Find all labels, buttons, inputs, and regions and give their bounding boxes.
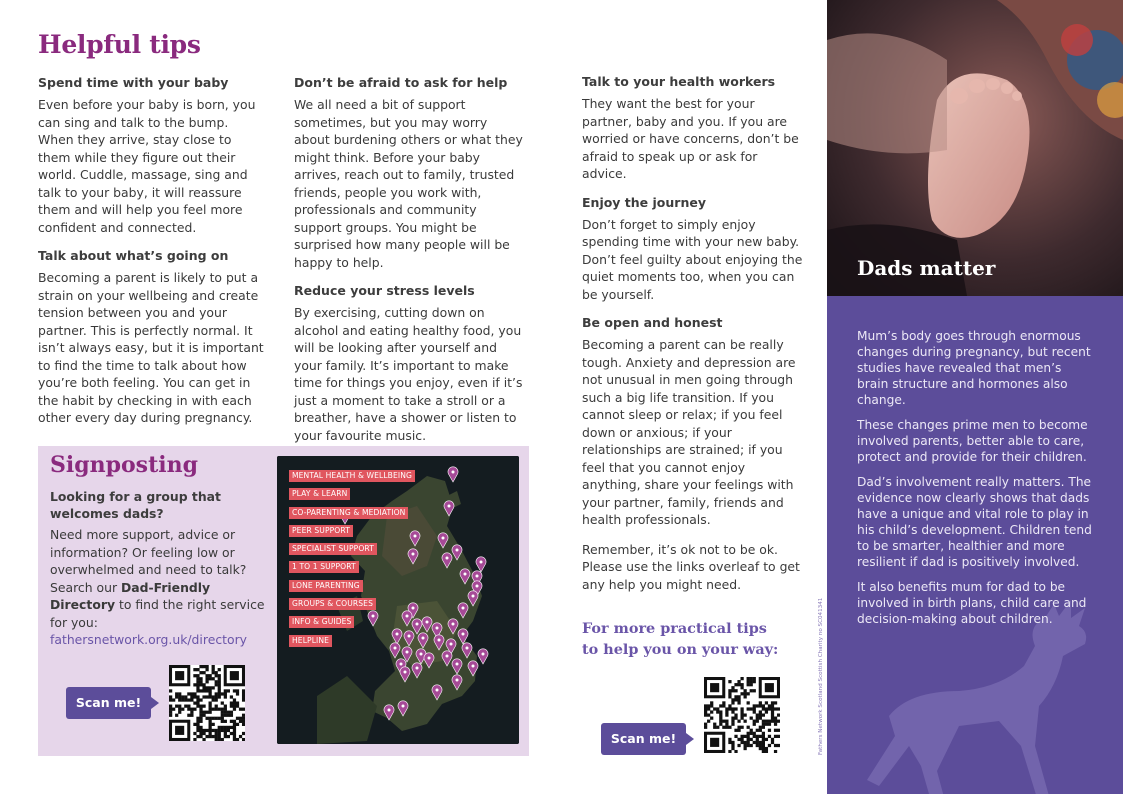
qr-code-icon[interactable]	[704, 677, 780, 753]
speech-tail	[686, 733, 694, 745]
map-pin-dot	[420, 653, 423, 656]
map-pin-dot	[402, 705, 405, 708]
map-tag-lone-parenting[interactable]: LONE PARENTING	[289, 580, 363, 592]
dads-matter-paragraph: It also benefits mum for dad to be involved in birth plans, child care and decision-making about children.	[857, 580, 1087, 626]
map-pin-icon	[468, 591, 478, 606]
map-pin-dot	[472, 665, 475, 668]
page-title: Helpful tips	[38, 30, 201, 59]
speech-tail	[151, 697, 159, 709]
map-pin-dot	[400, 663, 403, 666]
tip-body: Becoming a parent can be really tough. Anxiety and depression are not unusual in men going through such a big life transition. If you cannot sleep or relax; if you feel down or anxious; if your relationships are strained; if you feel that you cannot enjoy anything, share your feelings with your partner, family, friends and health professionals.	[582, 337, 796, 527]
map-tag-mental-health[interactable]: MENTAL HEALTH & WELLBEING	[289, 470, 415, 482]
map-pin-dot	[446, 557, 449, 560]
directory-link[interactable]: fathersnetwork.org.uk/directory	[50, 632, 247, 647]
tip-heading: Be open and honest	[582, 315, 723, 330]
map-pin-icon	[452, 675, 462, 690]
signposting-body	[50, 526, 265, 649]
tip-body-continued: Remember, it’s ok not to be ok. Please use the links overleaf to get any help you might need.	[582, 541, 800, 592]
map-pin-dot	[404, 671, 407, 674]
more-tips-line-1: For more practical tips	[582, 620, 767, 637]
map-tag-co-parenting[interactable]: CO-PARENTING & MEDIATION	[289, 507, 408, 519]
more-tips-heading	[582, 618, 792, 660]
scan-me-label: Scan me!	[610, 731, 677, 746]
tip-body: Even before your baby is born, you can sing and talk to the bump. When they arrive, stay close to them while they figure out their world. Cuddle, massage, sing and talk to your baby, it will reassure them and will help you feel more confident and connected.	[38, 97, 256, 235]
map-pin-icon	[434, 635, 444, 650]
map-pin-icon	[444, 501, 454, 516]
map-pin-dot	[466, 647, 469, 650]
map-pin-dot	[452, 471, 455, 474]
signposting-body-end: to find the right service for you:	[50, 597, 265, 630]
dads-matter-title: Dads matter	[857, 256, 996, 280]
map-filter-tags	[289, 470, 415, 653]
tip-body: They want the best for your partner, baby and you. If you are worried or have concerns, don’t be afraid to speak up or ask for advice.	[582, 96, 799, 181]
signposting-question: Looking for a group that welcomes dads?	[50, 489, 221, 521]
map-pin-icon	[384, 705, 394, 720]
baby-foot-photo-image	[827, 0, 1123, 296]
tips-column-1	[38, 75, 266, 439]
map-tag-specialist-support[interactable]: SPECIALIST SUPPORT	[289, 543, 377, 555]
tips-column-3	[582, 74, 804, 605]
map-pin-icon	[448, 619, 458, 634]
tip-heading: Don’t be afraid to ask for help	[294, 75, 508, 90]
tip-heading: Reduce your stress levels	[294, 283, 475, 298]
map-tag-peer-support[interactable]: PEER SUPPORT	[289, 525, 353, 537]
map-pin-dot	[442, 537, 445, 540]
directory-name: Dad-Friendly Directory	[50, 579, 211, 612]
map-pin-icon	[442, 553, 452, 568]
qr-code-icon[interactable]	[169, 665, 245, 741]
scan-me-button[interactable]	[66, 687, 151, 719]
map-pin-icon	[422, 617, 432, 632]
map-pin-icon	[448, 467, 458, 482]
baby-foot-photo	[827, 0, 1123, 296]
map-pin-dot	[426, 621, 429, 624]
map-pin-dot	[422, 637, 425, 640]
charity-number-note: Fathers Network Scotland Scottish Charity no SC041341	[818, 597, 824, 755]
map-tag-play-learn[interactable]: PLAY & LEARN	[289, 488, 350, 500]
map-tag-1-to-1-support[interactable]: 1 TO 1 SUPPORT	[289, 561, 359, 573]
map-pin-dot	[436, 627, 439, 630]
tip-body: Becoming a parent is likely to put a strain on your wellbeing and create tension between you and your partner. This is perfectly normal. It isn’t always easy, but it is important to find the time to talk about how you’re both feeling. You can get in the habit by checking in with each other every day during pregnancy.	[38, 270, 264, 425]
map-pin-icon	[398, 701, 408, 716]
map-pin-icon	[458, 603, 468, 618]
tip-heading: Spend time with your baby	[38, 75, 229, 90]
map-pin-dot	[456, 679, 459, 682]
dads-matter-paragraph: These changes prime men to become involved parents, better able to care, protect and provide for their children.	[857, 418, 1088, 464]
tip-heading: Talk to your health workers	[582, 74, 776, 89]
dads-matter-paragraph: Dad’s involvement really matters. The evidence now clearly shows that dads have a unique and vital role to play in his child’s development. Children tend to be smarter, healthier and more resilient if dad is positively involved.	[857, 475, 1092, 569]
map-pin-dot	[462, 607, 465, 610]
scan-me-button[interactable]	[601, 723, 686, 755]
map-pin-icon	[460, 569, 470, 584]
tip-body: We all need a bit of support sometimes, but you may worry about burdening others or what they might think. Before your baby arrives, reach out to family, trusted friends, people you work with, professionals and community support groups. You might be surprised how many people will be happy to help.	[294, 97, 523, 270]
map-tag-groups-courses[interactable]: GROUPS & COURSES	[289, 598, 376, 610]
dads-matter-panel	[827, 296, 1123, 794]
map-pin-icon	[412, 663, 422, 678]
map-pin-dot	[456, 663, 459, 666]
map-pin-dot	[446, 655, 449, 658]
map-tag-helpline[interactable]: HELPLINE	[289, 635, 332, 647]
map-pin-dot	[438, 639, 441, 642]
dads-matter-paragraph: Mum’s body goes through enormous changes during pregnancy, but recent studies have revealed that men’s brain structure and hormones also change.	[857, 329, 1091, 407]
map-pin-icon	[442, 651, 452, 666]
map-pin-icon	[462, 643, 472, 658]
map-pin-dot	[416, 623, 419, 626]
tips-column-2	[294, 75, 526, 456]
map-pin-dot	[462, 633, 465, 636]
map-pin-icon	[476, 557, 486, 572]
map-pin-dot	[482, 653, 485, 656]
map-pin-icon	[418, 633, 428, 648]
map-pin-dot	[452, 623, 455, 626]
map-pin-icon	[424, 653, 434, 668]
service-map[interactable]	[277, 456, 519, 744]
map-pin-dot	[476, 585, 479, 588]
map-pin-icon	[452, 659, 462, 674]
map-tag-info-guides[interactable]: INFO & GUIDES	[289, 616, 354, 628]
map-pin-dot	[436, 689, 439, 692]
tip-body: Don’t forget to simply enjoy spending time with your new baby. Don’t feel guilty about enjoying the quiet moments too, when you can be yourself.	[582, 216, 803, 302]
signposting-box	[38, 446, 529, 756]
map-pin-dot	[472, 595, 475, 598]
map-pin-dot	[480, 561, 483, 564]
map-pin-icon	[458, 629, 468, 644]
map-pin-dot	[428, 657, 431, 660]
map-pin-icon	[468, 661, 478, 676]
map-pin-dot	[388, 709, 391, 712]
map-pin-icon	[432, 685, 442, 700]
map-pin-dot	[450, 643, 453, 646]
map-pin-icon	[438, 533, 448, 548]
map-pin-dot	[464, 573, 467, 576]
tip-body: By exercising, cutting down on alcohol and eating healthy food, you will be looking after yourself and your family. It’s important to make time for things you enjoy, even if it’s just a moment to take a stroll or a breather, have a shower or listen to your favourite music.	[294, 305, 523, 443]
scan-me-label: Scan me!	[75, 695, 142, 710]
map-pin-dot	[416, 667, 419, 670]
map-pin-icon	[400, 667, 410, 682]
tip-heading: Enjoy the journey	[582, 194, 706, 210]
map-pin-icon	[452, 545, 462, 560]
signposting-title: Signposting	[50, 452, 198, 478]
more-tips-line-2: to help you on your way:	[582, 641, 779, 658]
map-pin-icon	[478, 649, 488, 664]
map-pin-dot	[476, 575, 479, 578]
signposting-body-start: Need more support, advice or information? Or feeling low or overwhelmed and need to talk? Search our	[50, 527, 247, 595]
map-pin-dot	[448, 505, 451, 508]
map-pin-dot	[456, 549, 459, 552]
tip-heading: Talk about what’s going on	[38, 248, 229, 263]
